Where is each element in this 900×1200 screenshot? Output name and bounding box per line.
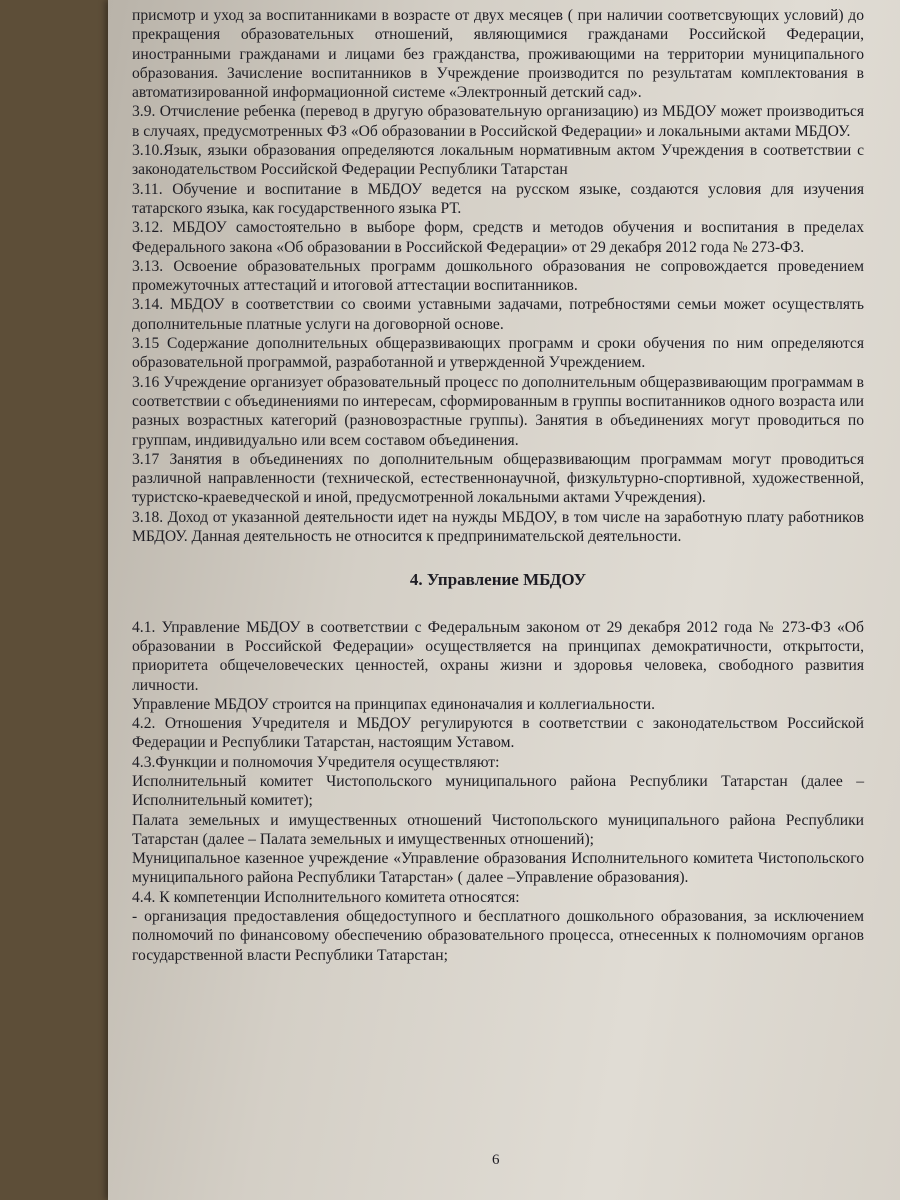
paragraph-4-3-b: Палата земельных и имущественных отношений Чистопольского муниципального района Республики Татарстан (далее – Палата земельных и имущественных отношений); [132, 811, 864, 848]
document-body [132, 6, 864, 965]
paragraph-3-15: 3.15 Содержание дополнительных общеразвивающих программ и сроки обучения по ним определяются образовательной программой, разработанной и утвержденной Учреждением. [132, 335, 864, 372]
paragraph-3-12: 3.12. МБДОУ самостоятельно в выборе форм, средств и методов обучения и воспитания в пределах Федерального закона «Об образовании в Российской Федерации» от 29 декабря 2012 года № 273-ФЗ. [132, 219, 864, 256]
paragraph-4-3-c: Муниципальное казенное учреждение «Управление образования Исполнительного комитета Чистопольского муниципального района Республики Татарстан» ( далее –Управление образования). [132, 850, 864, 887]
paragraph-4-1-b: Управление МБДОУ строится на принципах единоначалия и коллегиальности. [132, 695, 655, 713]
paragraph-3-14: 3.14. МБДОУ в соответствии со своими уставными задачами, потребностями семьи может осуществлять дополнительные платные услуги на договорной основе. [132, 296, 864, 333]
paragraph-4-3-a: Исполнительный комитет Чистопольского муниципального района Республики Татарстан (далее – Исполнительный комитет); [132, 772, 864, 810]
paragraph-3-17: 3.17 Занятия в объединениях по дополнительным общеразвивающим программам могут проводиться различной направленности (технической, естественнонаучной, физкультурно-спортивной, художественной, туристско-краеведческой и иной, предусмотренной локальными актами Учреждения). [132, 450, 864, 507]
paragraph-4-2: 4.2. Отношения Учредителя и МБДОУ регулируются в соответствии с законодательством Российской Федерации и Республики Татарстан, настоящим Уставом. [132, 715, 864, 752]
paragraph-3-18: 3.18. Доход от указанной деятельности идет на нужды МБДОУ, в том числе на заработную плату работников МБДОУ. Данная деятельность не относится к предпринимательской деятельности. [132, 508, 864, 546]
page-number: 6 [492, 1152, 500, 1168]
paragraph-4-3: 4.3.Функции и полномочия Учредителя осуществляют: [132, 753, 500, 771]
paragraph-3-10: 3.10.Язык, языки образования определяются локальным нормативным актом Учреждения в соответствии с законодательством Российской Федерации Республики Татарстан [132, 142, 864, 179]
section-heading: 4. Управление МБДОУ [409, 570, 587, 590]
paragraph-3-13: 3.13. Освоение образовательных программ дошкольного образования не сопровождается проведением промежуточных аттестаций и итоговой аттестации воспитанников. [132, 257, 864, 295]
paragraph-4-1: 4.1. Управление МБДОУ в соответствии с Федеральным законом от 29 декабря 2012 года № 273-ФЗ «Об образовании в Российской Федерации» осуществляется на принципах демократичности, открытости, приоритета общечеловеческих ценностей, охраны жизни и здоровья человека, свободного развития личности. [132, 618, 864, 694]
paragraph-3-9: 3.9. Отчисление ребенка (перевод в другую образовательную организацию) из МБДОУ может производиться в случаях, предусмотренных ФЗ «Об образовании в Российской Федерации» и локальными актами МБДОУ. [132, 103, 864, 140]
paragraph-4-4-a: - организация предоставления общедоступного и бесплатного дошкольного образования, за исключением полномочий по финансовому обеспечению образовательного процесса, отнесенных к полномочиям органов государственной власти Республики Татарстан; [132, 908, 864, 964]
paragraph-3-8-cont: присмотр и уход за воспитанниками в возрасте от двух месяцев ( при наличии соответсвующих условий) до прекращения образовательных отношений, являющимися гражданами Российской Федерации, иностранными гражданами и лицами без гражданства, проживающими на территории муниципального образования. Зачисление воспитанников в Учреждение производится по результатам комплектования в автоматизированной информационной системе «Электронный детский сад». [132, 7, 864, 102]
paragraph-4-4: 4.4. К компетенции Исполнительного комитета относятся: [132, 888, 520, 906]
paragraph-3-11: 3.11. Обучение и воспитание в МБДОУ ведется на русском языке, создаются условия для изучения татарского языка, как государственного языка РТ. [132, 180, 864, 217]
paragraph-3-16: 3.16 Учреждение организует образовательный процесс по дополнительным общеразвивающим программам в соответствии с объединениями по интересам, сформированным в группы воспитанников одного возраста или разных возрастных категорий (разновозрастные группы). Занятия в объединениях могут проводиться по группам, индивидуально или всем составом объединения. [132, 373, 864, 449]
